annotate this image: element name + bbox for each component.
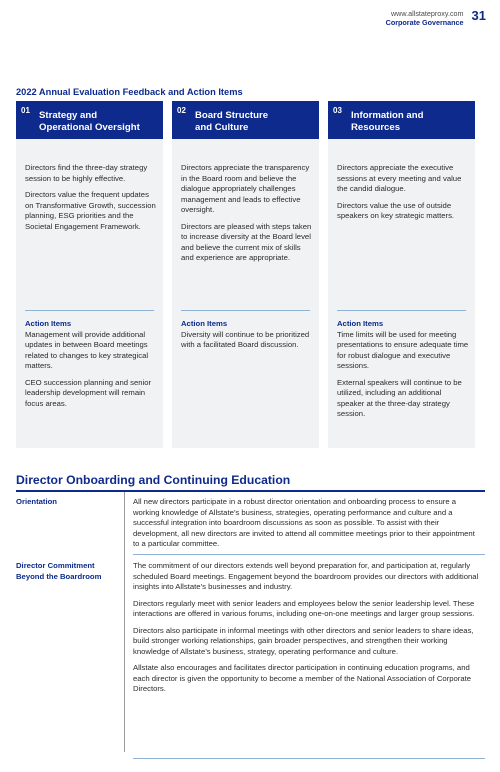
row-divider [133,758,485,759]
feedback-paragraph: Directors value the frequent updates on Transformative Growth, succession planning, ESG priorities and the Societal Engagement Framework. [25,190,156,231]
column-title: Board Structure and Culture [195,110,269,133]
row-paragraph: Directors regularly meet with senior leaders and employees below the senior leadership level. These interactions are offered in various forums, including one-on-one meetings and larger group sessions. [133,598,475,618]
column-header [172,101,319,139]
row-label-orientation: Orientation [16,497,58,506]
page-header [386,8,486,27]
column-divider [181,310,310,311]
feedback-paragraph: Directors are pleased with steps taken to increase diversity at the Board level and believe the current mix of skills and experience are appropriate. [181,221,312,262]
column-number: 03 [333,106,342,115]
column-action-items [181,319,313,357]
action-paragraph: External speakers will continue to be utilized, including an additional speaker at the three-day strategy session. [337,377,462,418]
action-paragraph: Time limits will be used for meeting presentations to ensure adequate time for robust dialogue and executive sessions. [337,329,469,370]
action-paragraph: Diversity will continue to be prioritized with a facilitated Board discussion. [181,329,310,349]
column-number: 02 [177,106,186,115]
action-items-heading: Action Items [25,319,72,328]
evaluation-column-board-structure [172,101,319,448]
column-header [16,101,163,139]
row-divider [133,554,485,555]
action-paragraph: Management will provide additional updates in between Board meetings related to changes to key strategical matters. [25,329,149,370]
column-action-items [337,319,469,426]
action-items-heading: Action Items [337,319,384,328]
row-paragraph: Allstate also encourages and facilitates director participation in continuing education programs, and each director is given the opportunity to become a member of the National Association of Corporate Directors. [133,663,472,693]
action-paragraph: CEO succession planning and senior leadership development will remain focus areas. [25,377,152,408]
column-title: Strategy and Operational Oversight [39,110,140,133]
column-feedback [181,163,313,270]
site-url-link[interactable]: www.allstateproxy.com [390,9,464,18]
row-paragraph: The commitment of our directors extends well beyond preparation for, and participation at, regularly scheduled Board meetings. Engagement beyond the boardroom provides our directors with additional insights into Allstate’s businesses and industry. [133,561,479,591]
row-body-director-commitment [133,561,483,701]
header-text [386,9,464,27]
row-paragraph: Directors also participate in informal meetings with other directors and senior leaders to share ideas, build stronger working relationships, gain broader perspectives, and strengthen their working knowledge of Allstate’s business, strategy, operating performance and culture. [133,625,474,656]
feedback-paragraph: Directors appreciate the executive sessions at every meeting and value the candid dialogue. [337,163,462,193]
row-body-orientation [133,497,483,556]
evaluation-column-strategy [16,101,163,448]
column-number: 01 [21,106,30,115]
feedback-paragraph: Directors find the three-day strategy session to be highly effective. [25,163,148,183]
column-title: Information and Resources [351,110,424,133]
column-action-items [25,319,157,415]
section-divider [16,490,485,492]
column-feedback [25,163,157,238]
evaluation-column-information [328,101,475,448]
onboarding-title: Director Onboarding and Continuing Education [16,473,291,487]
column-separator [124,492,125,752]
page-number: 31 [471,8,486,23]
evaluation-title: 2022 Annual Evaluation Feedback and Action Items [16,87,243,97]
column-header [328,101,475,139]
column-divider [337,310,466,311]
row-label-director-commitment: Director Commitment Beyond the Boardroom [16,561,102,581]
row-paragraph: All new directors participate in a robust director orientation and onboarding process to ensure a working knowledge of Allstate’s business, strategies, operating performance and culture and a successful integration into boardroom discussions as soon as possible. To assist with their development, all new directors are invited to attend all committee meetings prior to their appointment to a particular committee. [133,497,475,548]
feedback-paragraph: Directors appreciate the transparency in the Board room and believe the dialogue appropriately challenges management and leads to effective oversight. [181,163,310,214]
column-divider [25,310,154,311]
feedback-paragraph: Directors value the use of outside speakers on key strategic matters. [337,200,455,220]
column-feedback [337,163,469,228]
action-items-heading: Action Items [181,319,228,328]
section-name: Corporate Governance [385,18,464,27]
